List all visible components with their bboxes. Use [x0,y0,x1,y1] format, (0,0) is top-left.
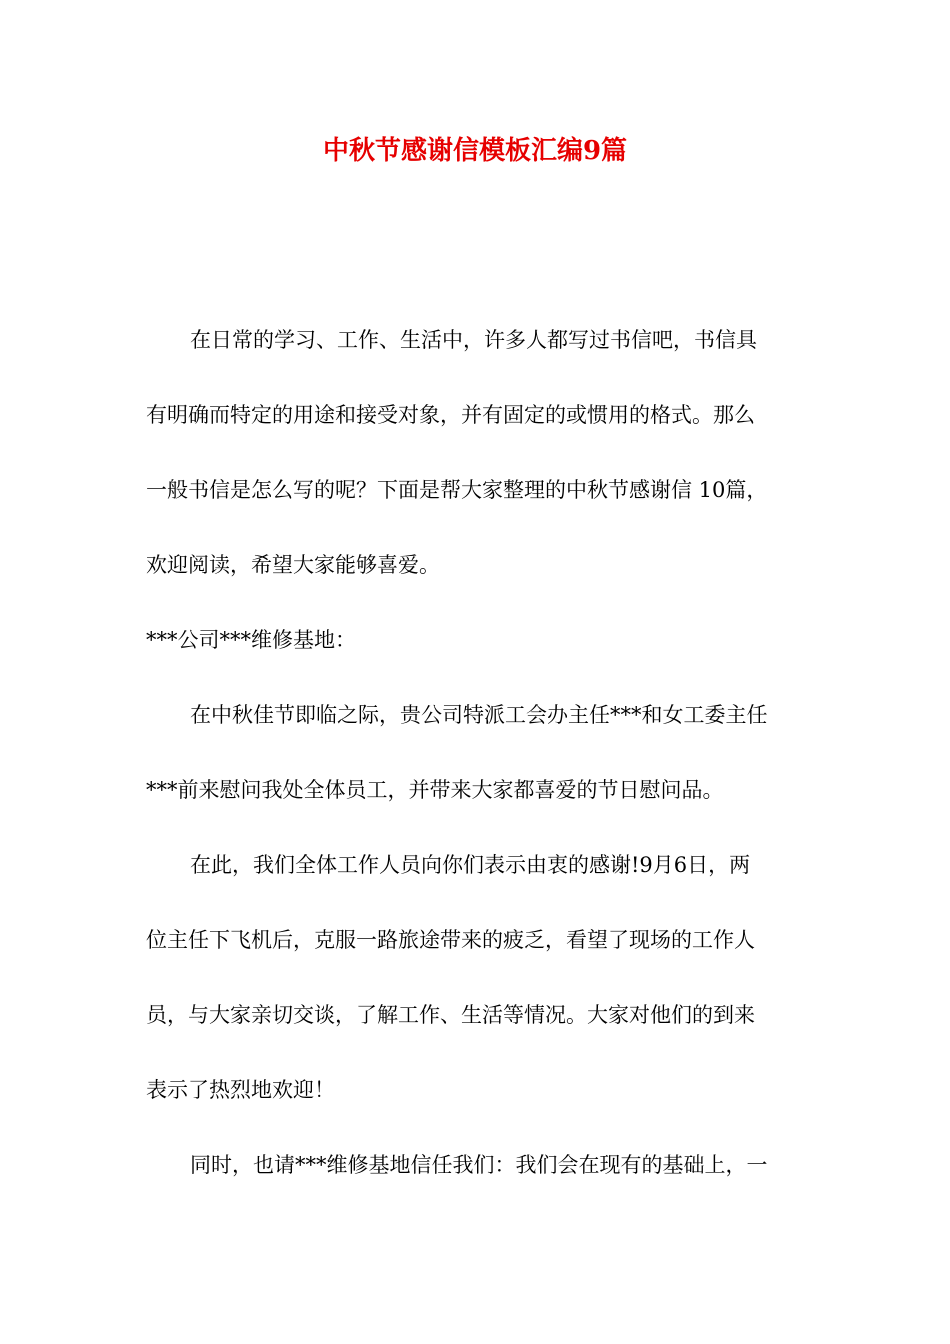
document-title: 中秋节感谢信模板汇编9篇 [322,136,628,166]
paragraph-2-line-1: 在中秋佳节即临之际，贵公司特派工会办主任***和女工委主任 [190,703,768,727]
paragraph-3-line-2: 位主任下飞机后，克服一路旅途带来的疲乏，看望了现场的工作人 [146,928,755,952]
paragraph-2-line-2: ***前来慰问我处全体员工，并带来大家都喜爱的节日慰问品。 [146,778,724,802]
paragraph-3-line-1: 在此，我们全体工作人员向你们表示由衷的感谢!9月6日，两 [190,853,751,877]
paragraph-1-line-2: 有明确而特定的用途和接受对象，并有固定的或惯用的格式。那么 [146,403,755,427]
paragraph-1-line-1: 在日常的学习、工作、生活中，许多人都写过书信吧，书信具 [190,328,757,352]
paragraph-1-line-4: 欢迎阅读，希望大家能够喜爱。 [146,553,440,577]
paragraph-3-line-4: 表示了热烈地欢迎！ [146,1078,335,1102]
paragraph-1-line-3: 一般书信是怎么写的呢？下面是帮大家整理的中秋节感谢信 10篇， [146,478,768,502]
paragraph-4-line-1: 同时，也请***维修基地信任我们：我们会在现有的基础上，一 [190,1153,768,1177]
paragraph-3-line-3: 员，与大家亲切交谈，了解工作、生活等情况。大家对他们的到来 [146,1003,755,1027]
salutation: ***公司***维修基地： [146,628,356,652]
